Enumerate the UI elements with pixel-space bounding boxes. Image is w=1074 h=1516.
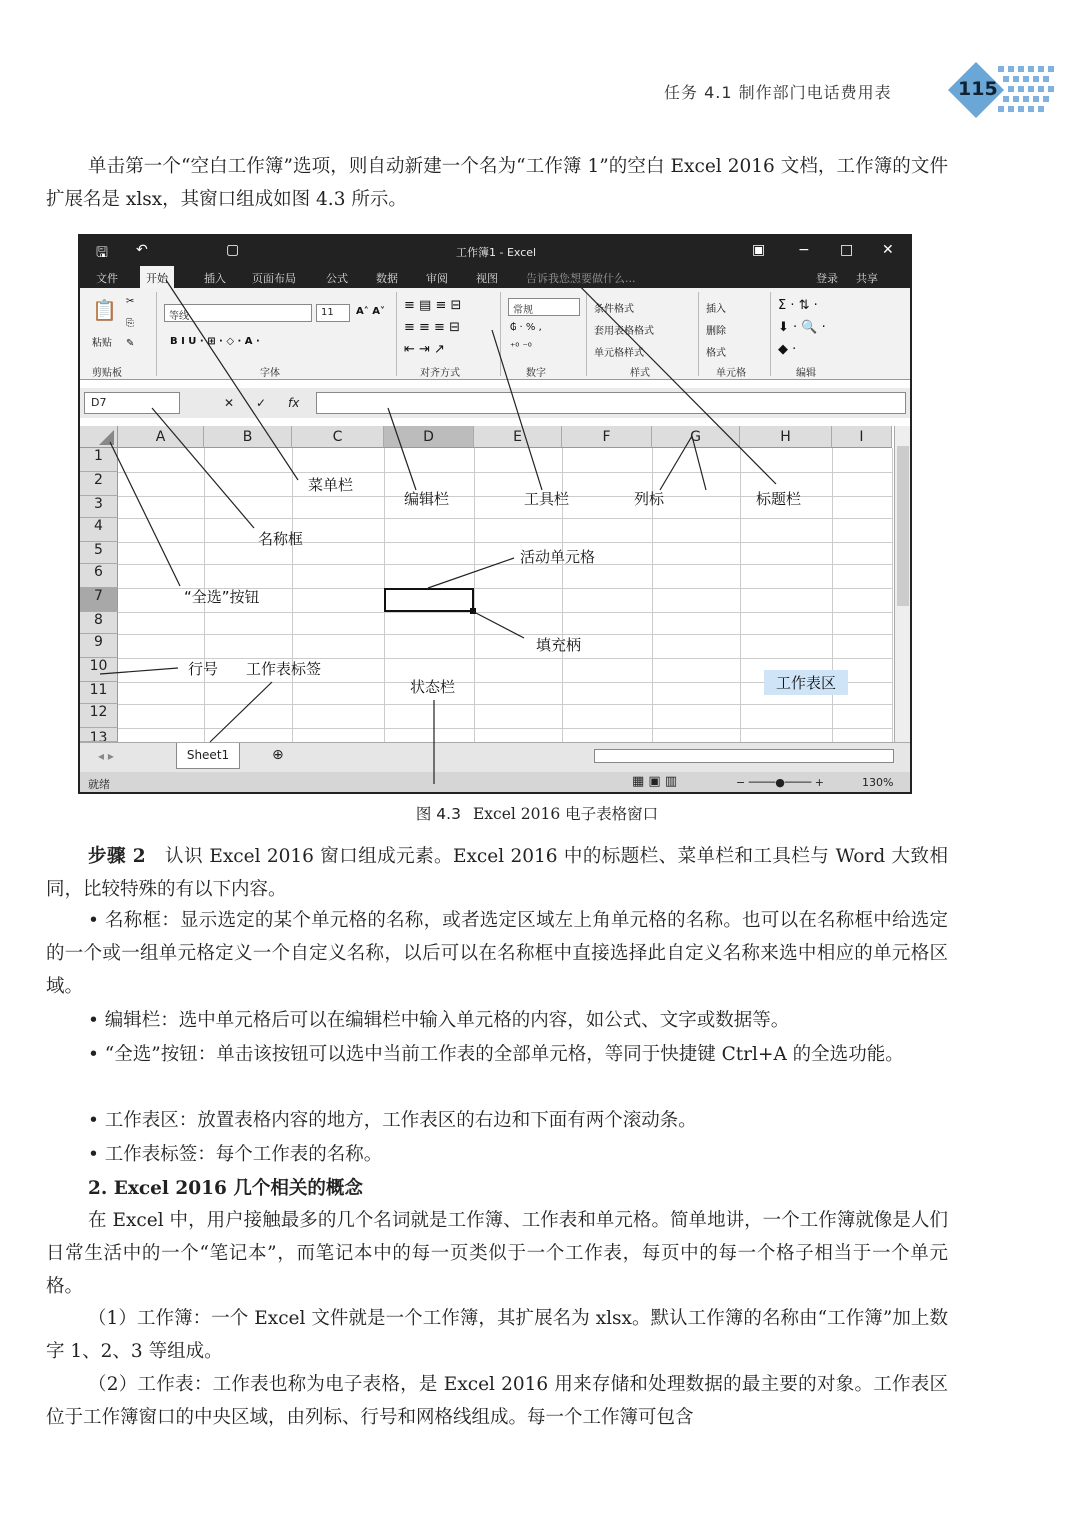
col-header-E: E bbox=[474, 426, 562, 448]
bullet-formulabar: • 编辑栏：选中单元格后可以在编辑栏中输入单元格的内容，如公式、文字或数据等。 bbox=[46, 1004, 948, 1037]
col-header-D: D bbox=[384, 426, 474, 448]
minimize-icon: − bbox=[798, 242, 810, 258]
col-header-H: H bbox=[740, 426, 832, 448]
font-style-icons: B I U · ⊞ · ◇ · A · bbox=[170, 336, 260, 347]
callout-worksheet: 工作表区 bbox=[764, 670, 848, 695]
col-header-B: B bbox=[204, 426, 292, 448]
figure-caption-text: Excel 2016 电子表格窗口 bbox=[472, 805, 659, 823]
group-number: 数字 bbox=[526, 368, 546, 379]
row-header-10: 10 bbox=[80, 658, 118, 682]
zoom-level: 130% bbox=[862, 776, 894, 789]
clear-icon: ◆ · bbox=[778, 342, 797, 357]
tab-review: 审阅 bbox=[426, 272, 448, 285]
callout-leader-lines bbox=[80, 236, 912, 794]
callout-activecell: 活动单元格 bbox=[520, 548, 596, 566]
tab-insert: 插入 bbox=[204, 272, 226, 285]
cut-icon: ✂ bbox=[126, 296, 135, 307]
row-header-3: 3 bbox=[80, 496, 118, 518]
row-header-8: 8 bbox=[80, 612, 118, 634]
function-icon: fx bbox=[288, 396, 300, 410]
callout-menubar: 菜单栏 bbox=[308, 476, 354, 494]
zoom-slider-icon: − ────●──── + bbox=[736, 776, 825, 789]
col-header-G: G bbox=[652, 426, 740, 448]
callout-rownum: 行号 bbox=[188, 660, 219, 678]
copy-icon: ⎘ bbox=[126, 318, 134, 329]
section2-heading: 2. Excel 2016 几个相关的概念 bbox=[88, 1178, 363, 1199]
cancel-icon: ✕ bbox=[224, 396, 235, 410]
callout-sheettab: 工作表标签 bbox=[246, 660, 322, 678]
grow-font-icon: A˄ A˅ bbox=[356, 306, 385, 317]
row-header-5: 5 bbox=[80, 542, 118, 564]
group-cells: 单元格 bbox=[716, 368, 746, 379]
row-header-12: 12 bbox=[80, 704, 118, 728]
callout-statusbar: 状态栏 bbox=[410, 678, 456, 696]
conditional-format-button: 条件格式 bbox=[594, 304, 634, 315]
excel-window-figure bbox=[78, 234, 912, 794]
callout-titlebar: 标题栏 bbox=[756, 490, 802, 508]
row-header-2: 2 bbox=[80, 472, 118, 496]
col-header-C: C bbox=[292, 426, 384, 448]
col-header-F: F bbox=[562, 426, 652, 448]
number-format-box: 常规 bbox=[508, 298, 580, 316]
undo-icon: ↶ bbox=[136, 242, 148, 258]
row-header-7: 7 bbox=[80, 588, 118, 612]
font-name-box: 等线 bbox=[164, 304, 312, 322]
maximize-icon: □ bbox=[840, 242, 854, 258]
share-button: 共享 bbox=[856, 272, 878, 285]
fill-find-icons: ⬇ · 🔍 · bbox=[778, 320, 826, 335]
row-header-6: 6 bbox=[80, 564, 118, 588]
format-cells-button: 格式 bbox=[706, 348, 726, 359]
step2-paragraph bbox=[46, 840, 948, 906]
status-text: 就绪 bbox=[88, 778, 110, 791]
bullet-selectall: • “全选”按钮：单击该按钮可以选中当前工作表的全部单元格，等同于快捷键 Ctrl+A 的全选功能。 bbox=[46, 1038, 948, 1071]
bullet-worksheet: • 工作表区：放置表格内容的地方，工作表区的右边和下面有两个滚动条。 bbox=[46, 1104, 948, 1137]
group-clipboard: 剪贴板 bbox=[92, 368, 122, 379]
callout-namebox: 名称框 bbox=[258, 530, 304, 548]
cell-style-button: 单元格样式 bbox=[594, 348, 644, 359]
currency-percent-icons: ₲ · % , bbox=[510, 322, 542, 333]
group-alignment: 对齐方式 bbox=[420, 368, 460, 379]
callout-toolbar: 工具栏 bbox=[524, 490, 570, 508]
align-top-icons: ≡ ▤ ≡ ⊟ bbox=[404, 298, 462, 313]
font-size-box: 11 bbox=[316, 304, 350, 322]
step2-label: 步骤 2 bbox=[88, 846, 146, 867]
step2-text: 认识 Excel 2016 窗口组成元素。Excel 2016 中的标题栏、菜单栏和工具栏与 Word 大致相同，比较特殊的有以下内容。 bbox=[46, 846, 948, 900]
name-box: D7 bbox=[84, 392, 180, 414]
window-title: 工作簿1 - Excel bbox=[456, 246, 537, 259]
tab-file: 文件 bbox=[96, 272, 118, 285]
tell-me-box: 告诉我您想要做什么... bbox=[526, 272, 636, 285]
bullet-sheettab: • 工作表标签：每个工作表的名称。 bbox=[46, 1138, 948, 1171]
callout-colheader: 列标 bbox=[634, 490, 665, 508]
table-format-button: 套用表格格式 bbox=[594, 326, 654, 337]
format-painter-icon: ✎ bbox=[126, 338, 135, 349]
row-header-11: 11 bbox=[80, 682, 118, 704]
group-styles: 样式 bbox=[630, 368, 650, 379]
insert-cells-button: 插入 bbox=[706, 304, 726, 315]
page-number: 115 bbox=[958, 78, 998, 100]
close-icon: ✕ bbox=[882, 242, 894, 258]
group-editing: 编辑 bbox=[796, 368, 816, 379]
indent-icons: ⇤ ⇥ ↗ bbox=[404, 342, 445, 357]
tab-data: 数据 bbox=[376, 272, 398, 285]
new-doc-icon: ▢ bbox=[226, 242, 240, 258]
autosum-icon: Σ · ⇅ · bbox=[778, 298, 818, 313]
row-header-1: 1 bbox=[80, 448, 118, 472]
paste-icon: 📋 bbox=[92, 298, 117, 322]
add-sheet-icon: ⊕ bbox=[272, 747, 284, 763]
align-center-icons: ≡ ≡ ≡ ⊟ bbox=[404, 320, 460, 335]
sheet-nav-icons: ◂ ▸ bbox=[98, 749, 114, 763]
callout-formulabar: 编辑栏 bbox=[404, 490, 450, 508]
row-header-13: 13 bbox=[80, 728, 118, 742]
tab-formulas: 公式 bbox=[326, 272, 348, 285]
tab-page-layout: 页面布局 bbox=[252, 272, 296, 285]
decimal-icons: ⁺⁰ ⁻⁰ bbox=[510, 342, 532, 353]
group-font: 字体 bbox=[260, 368, 280, 379]
enter-icon: ✓ bbox=[256, 396, 267, 410]
tab-view: 视图 bbox=[476, 272, 498, 285]
col-header-I: I bbox=[832, 426, 892, 448]
callout-fillhandle: 填充柄 bbox=[536, 636, 582, 654]
ribbon-display-icon: ▣ bbox=[752, 242, 766, 258]
callout-selectall: “全选”按钮 bbox=[184, 588, 260, 606]
row-header-4: 4 bbox=[80, 518, 118, 542]
figure-number: 图 4.3 bbox=[415, 805, 461, 823]
intro-paragraph: 单击第一个“空白工作簿”选项，则自动新建一个名为“工作簿 1”的空白 Excel 2016 文档，工作簿的文件扩展名是 xlsx，其窗口组成如图 4.3 所示。 bbox=[46, 156, 948, 210]
section2-intro: 在 Excel 中，用户接触最多的几个名词就是工作簿、工作表和单元格。简单地讲，一个工作簿就像是人们日常生活中的一个“笔记本”，而笔记本中的每一页类似于一个工作表，每页中的每一个格子相当于一个单元格。 bbox=[46, 1210, 948, 1297]
delete-cells-button: 删除 bbox=[706, 326, 726, 337]
view-mode-icons: ▦ ▣ ▥ bbox=[632, 774, 678, 789]
figure-caption bbox=[0, 802, 1074, 824]
row-header-9: 9 bbox=[80, 634, 118, 658]
section2-item2: （2）工作表：工作表也称为电子表格，是 Excel 2016 用来存储和处理数据的最主要的对象。工作表区位于工作簿窗口的中央区域，由列标、行号和网格线组成。每一个工作簿可包含 bbox=[46, 1374, 948, 1428]
save-icon: 🖫 bbox=[96, 245, 108, 261]
section2-item1: （1）工作簿：一个 Excel 文件就是一个工作簿，其扩展名为 xlsx。默认工作簿的名称由“工作簿”加上数字 1、2、3 等组成。 bbox=[46, 1308, 948, 1362]
running-head: 任务 4.1 制作部门电话费用表 bbox=[664, 83, 892, 102]
sheet-tab-sheet1: Sheet1 bbox=[176, 743, 240, 769]
login-link: 登录 bbox=[816, 272, 838, 285]
paste-label: 粘贴 bbox=[92, 338, 112, 349]
col-header-A: A bbox=[118, 426, 204, 448]
bullet-namebox: • 名称框：显示选定的某个单元格的名称，或者选定区域左上角单元格的名称。也可以在名称框中给选定的一个或一组单元格定义一个自定义名称，以后可以在名称框中直接选择此自定义名称来选中相应的单元格区域。 bbox=[46, 904, 948, 1003]
tab-home: 开始 bbox=[140, 266, 174, 288]
